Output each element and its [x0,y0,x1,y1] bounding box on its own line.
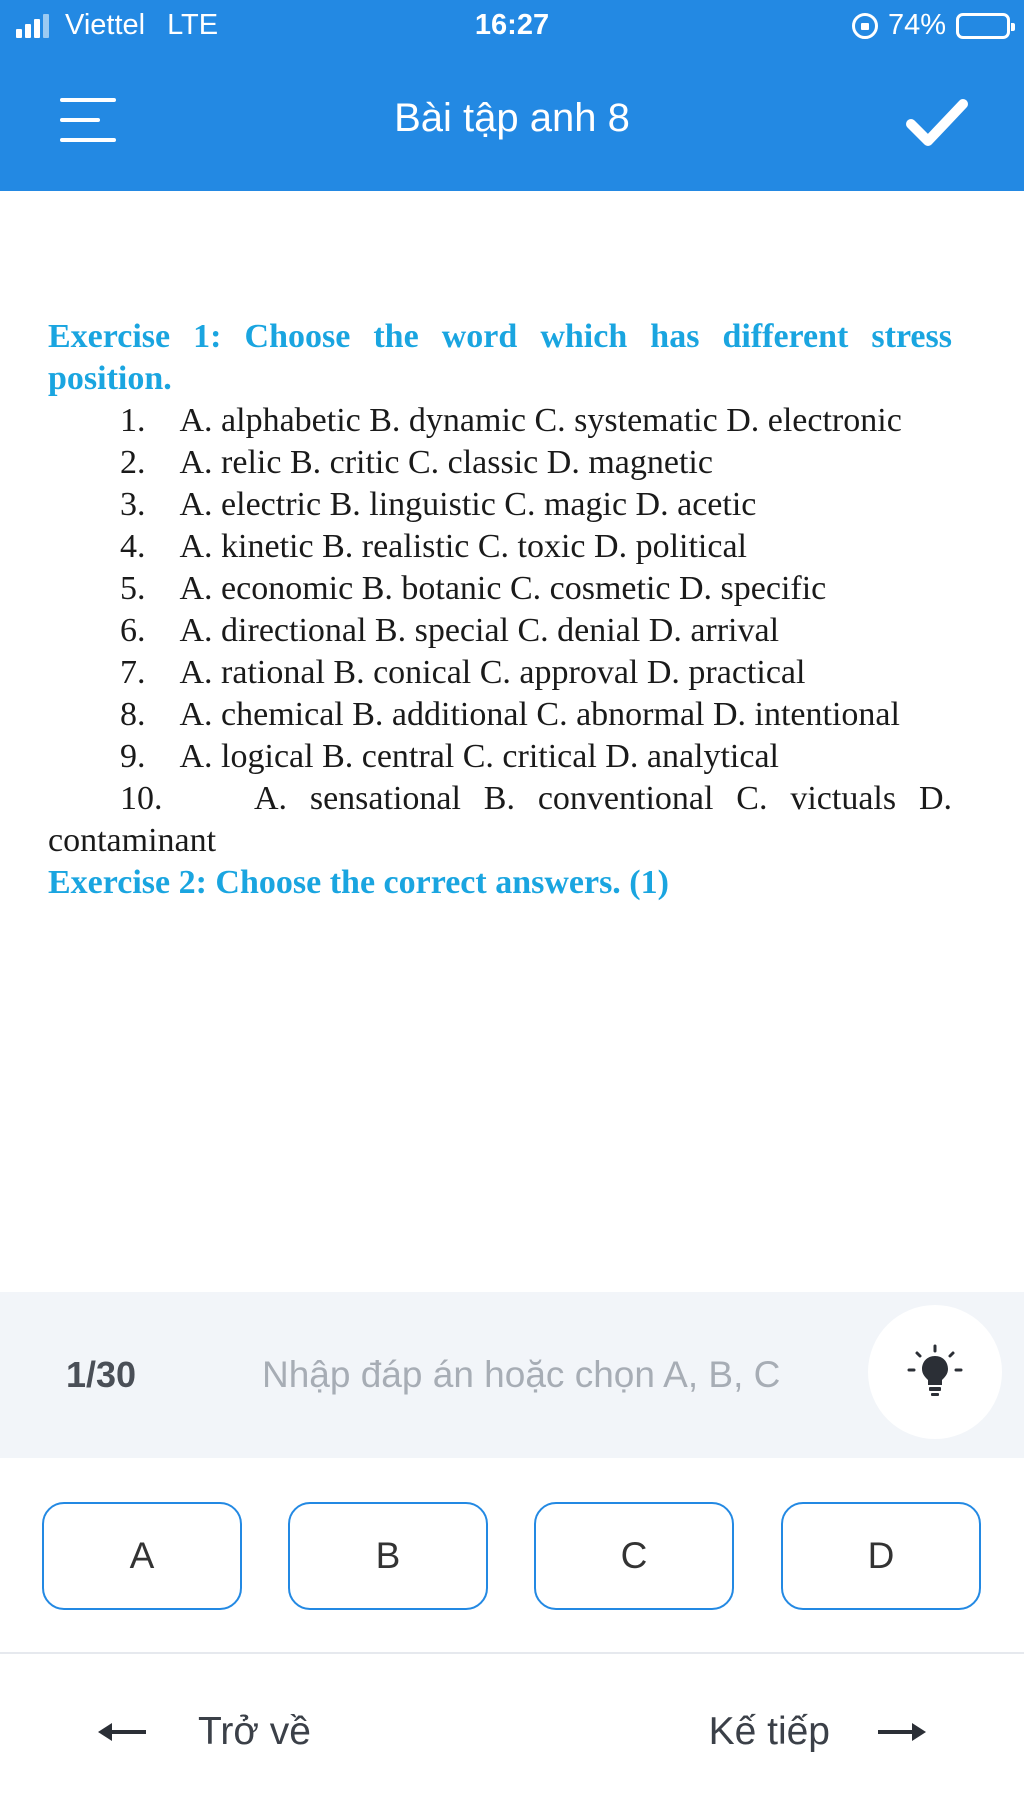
answer-bar [0,1292,1024,1458]
question-item: 3. A. electric B. linguistic C. magic D. acetic [120,486,757,523]
choice-c-button[interactable]: C [534,1502,734,1610]
hint-button[interactable] [868,1305,1002,1439]
question-item: 1. A. alphabetic B. dynamic C. systematic D. electronic [120,402,902,439]
clock: 16:27 [474,9,550,41]
question-item: 10. A. sensational B. conventional C. victuals D. contaminant [48,780,952,859]
question-item: 2. A. relic B. critic C. classic D. magnetic [120,444,713,481]
battery-percent: 74% [887,9,946,41]
arrow-right-icon [876,1720,928,1744]
question-item: 5. A. economic B. botanic C. cosmetic D. specific [120,570,827,607]
answer-input[interactable] [262,1342,822,1408]
next-button[interactable] [709,1710,928,1754]
network-type: LTE [167,9,219,41]
bottom-nav [0,1656,1024,1820]
question-counter: 1/30 [66,1354,137,1395]
question-item: 4. A. kinetic B. realistic C. toxic D. political [120,528,747,565]
check-icon[interactable] [906,96,968,150]
exercise-2-heading: Exercise 2: Choose the correct answers. (1) [48,864,669,901]
choice-b-button[interactable]: B [288,1502,488,1610]
question-item: 8. A. chemical B. additional C. abnormal D. intentional [120,696,900,733]
choice-d-button[interactable]: D [781,1502,981,1610]
back-button[interactable] [96,1710,311,1754]
app-header [0,0,1024,191]
status-right [852,9,1010,42]
exercise-content [48,316,952,1292]
question-item: 6. A. directional B. special C. denial D. arrival [120,612,780,649]
back-label: Trở về [198,1710,311,1753]
question-item: 7. A. rational B. conical C. approval D. practical [120,654,806,691]
rotation-lock-icon [852,13,878,39]
choice-a-button[interactable]: A [42,1502,242,1610]
arrow-left-icon [96,1720,148,1744]
question-item: 9. A. logical B. central C. critical D. analytical [120,738,779,775]
choice-buttons [0,1458,1024,1654]
battery-icon [956,13,1010,39]
exercise-1-heading: Exercise 1: Choose the word which has different stress position. [48,318,952,397]
page-title: Bài tập anh 8 [394,96,630,140]
status-bar [0,0,1024,52]
next-label: Kế tiếp [708,1710,830,1753]
lightbulb-icon [907,1344,963,1400]
carrier-name: Viettel [65,9,146,41]
